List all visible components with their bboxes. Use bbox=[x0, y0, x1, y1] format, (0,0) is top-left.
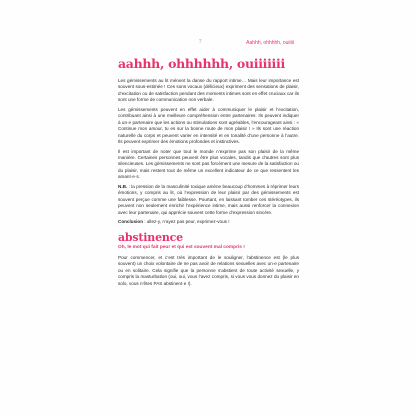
conclusion-label: Conclusion bbox=[118, 219, 144, 225]
page-content bbox=[118, 57, 299, 290]
paragraph-1: Les gémissements au lit mènent la danse du rapport intime… Mais leur importance est souvent sous-estimée ! Ces sons vocaux (délicieux) expriment des sensations de plaisir, d’excitation ou de satisfaction pendant des moments intimes sont en effet cruciaux car ils sont une forme de communication non verbale. bbox=[118, 78, 299, 103]
section-subtitle-abstinence: Oh, le mot qui fait peur et qui est souvent mal compris ! bbox=[118, 244, 245, 250]
page-number: 7 bbox=[199, 40, 202, 45]
conclusion-text: : allez-y, n’ayez pas peur, exprimez-vous ! bbox=[143, 219, 230, 225]
paragraph-3: Il est important de noter que tout le monde n’exprime pas son plaisir de la même manière. Certaines personnes peuvent être plus vocales, tandis que d’autres sont plus silencieuses. Les gémissements ne sont pas forcément une mesure de la satisfaction ou du plaisir, mais restent tout de même un excellent indicateur de ce que ressentent les amant·e·s. bbox=[118, 148, 299, 180]
paragraph-2: Les gémissements peuvent en effet aider à communiquer le plaisir et l’excitation, contribuant ainsi à une meilleure compréhension entre partenaires. Ils peuvent indiquer à un·e partenaire que les actions ou stimulations sont agréables, l’encourageant ainsi : « Continue mon amour, tu es sur la bonne route de mon plaisir ! » Ils sont une réaction naturelle du corps et peuvent varier en intensité et en tonalité d’une personne à l’autre. Ils peuvent exprimer des émotions profondes et instinctives. bbox=[118, 106, 299, 145]
nb-text: : la pression de la masculinité toxique amène beaucoup d’hommes à réprimer leurs émotions, y compris au lit, où l’expression de leur plaisir par des gémissements est souvent perçue comme une faiblesse. Pourtant, en laissant tomber ces stéréotypes, ils peuvent non seulement enrichir l’expérience intime, mais aussi renforcer la connexion avec leur partenaire, qui apprécie souvent cette forme d’expression sincère. bbox=[118, 183, 299, 215]
nb-paragraph bbox=[118, 184, 299, 216]
conclusion-paragraph bbox=[118, 219, 299, 225]
abstinence-paragraph: Pour commencer, et c’est très important de le souligner, l’abstinence est (le plus souvent) un choix volontaire de ne pas avoir de relations sexuelles avec un·e partenaire ou en solitaire. Cela signifie que la personne s’abstient de toute activité sexuelle, y compris la masturbation (oui, oui, vous l’avez compris, si vous vous donnez du plaisir en solo, vous n’êtes PAS abstinent·e !). bbox=[118, 254, 299, 286]
section-title-gemissements: aahhh, ohhhhhh, ouiiiiiii bbox=[118, 56, 285, 71]
section-title-abstinence: abstinence bbox=[118, 230, 183, 244]
running-title: Aahhh, ohhhhh, ouiiiii bbox=[246, 40, 294, 46]
nb-label: N.B. bbox=[118, 183, 128, 189]
